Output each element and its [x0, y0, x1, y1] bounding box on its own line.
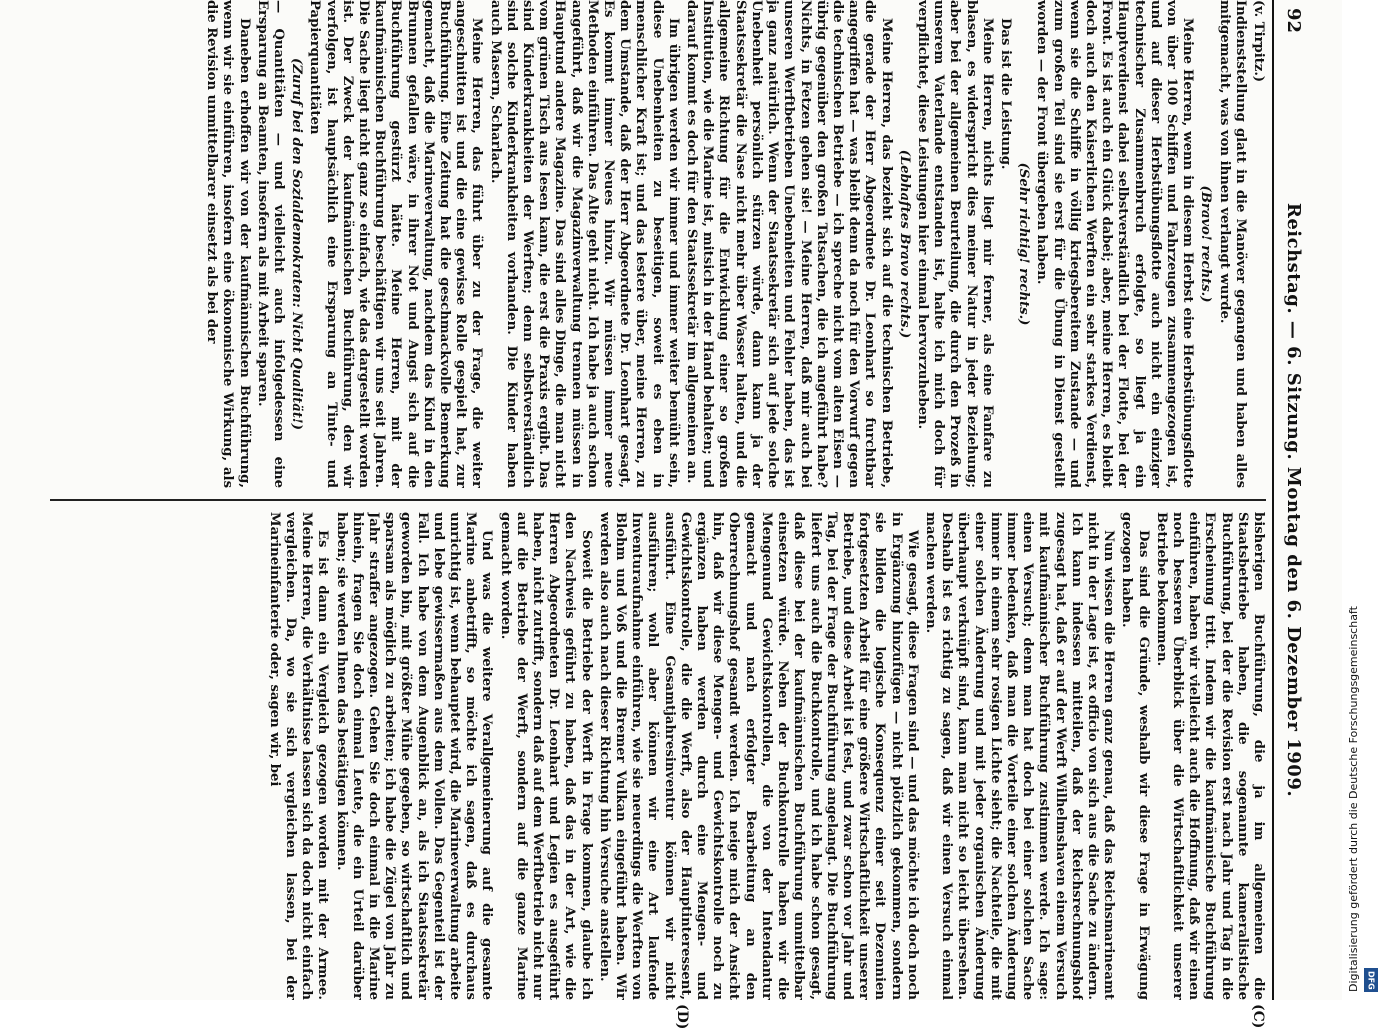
- header-rule: [1272, 0, 1274, 1000]
- paragraph: Im übrigen werden wir immer und immer weiter bemüht sein, diese Unebenheiten zu beseitigen, soweit es eben in menschlicher Kraft ist; und das lestere über, meine Herren, zu dem Umstande, daß der Herr Abgeordnete Dr. Leonhart gesagt, Es kommt immer Neues hinzu. Wir müssen immer neue Methoden einführen. Das Alte geht nicht. Ich habe ja auch schon angeführt, daß wir die Magazinverwaltung trennen müssen in Hauptund andere Magazine. Das sind alles Dinge, die man nicht vom grünen Tisch aus lesen kann, die erst die Praxis ergibt. Das sind Kinderkrankheiten der Werften; denn selbstverständlich sind solche Kinderkrankheiten vorhanden. Die Kinder haben auch Masern, Scharlach.: [487, 0, 681, 488]
- running-title: Reichstag. — 6. Sitzung. Montag den 6. Dezember 1909.: [1283, 202, 1304, 798]
- paragraph: (Zuruf bei den Sozialdemokraten: Nicht Qualität!): [289, 58, 305, 430]
- paragraph: Indienststellung glatt in die Manöver gegangen und haben alles mitgemacht, was von ihnen verlangt wurde.: [1216, 0, 1248, 488]
- paragraph: Wie gesagt, diese Fragen sind — und das möchte ich doch noch in Ergänzung hinzufügen — nicht plötzlich gekommen, sondern sie bilden die logische Konsequenz einer seit Dezennien fortgesetzten Arbeit für eine größere Wirtschaftlichkeit unserer Betriebe, und diese Arbeit ist fest, und zwar schon vor Jahr und Tag, bei der Frage der Buchführung angelangt. Die Buchführung liefert uns auch die Buchkontrolle, und ich habe schon gesagt, daß diese bei der kaufmännischen Buchführung unmittelbar einsetzen würde. Neben der Buchkontrolle haben wir die Mengenund Gewichtskontrollen, die von der Intendantur gemacht und nach erfolgter Bearbeitung an den Oberrechnungshof gesandt werden. Ich neige mich der Ansicht hin, daß wir diese Mengen- und Gewichtskontrolle noch zu ergänzen haben werden durch eine Mengen- und Gewichtskontrolle, die die Werft, also der Hauptinteressent, ausführt. Eine Gesamtjahresinventur können wir nicht ausführen; wohl aber können wir eine Art laufende Inventuraufnahme einführen, wie sie neuerdings die Werften von Blohm und Voß und die Bremer Vulkan eingeführt haben. Wir werden also auch nach dieser Richtung hin Versuche anstellen.: [596, 512, 920, 1000]
- paragraph: (Lebhaftes Bravo rechts.): [896, 149, 912, 339]
- paragraph: Das ist die Leistung.: [997, 18, 1013, 170]
- paragraph: (v. Tirpitz.): [1251, 0, 1266, 83]
- paragraph: — Quantitäten — und vielleicht auch infolgedessen eine Ersparung an Beamten, insofern als mit Arbeit sparen.: [254, 0, 287, 488]
- page-number: 92: [1283, 8, 1304, 34]
- page-header: [1270, 0, 1310, 1000]
- paragraph: Meine Herren, das führt über zu der Frage, die weiter angeschnitten ist und die eine gewisse Rolle gespielt hat, zur Buchführung. Eine Zeitung hat die geschmackvolle Bemerkung gemacht, daß die Marineverwaltung, nachdem das Kind in den Brunnen gefallen wäre, in ihrer Not und Angst sich auf die Buchführung gestürzt hätte. Meine Herren, mit der kaufmännischen Buchführung beschäftigen wir uns seit Jahren. Die Sache liegt nicht ganz so einfach, wie das dargestellt worden ist. Der Zweck der kaufmännischen Buchführung, den wir verfolgen, ist hauptsächlich eine Ersparung an Tinte- und Papierquantitäten: [307, 0, 485, 488]
- paragraph: Daneben erhoffen wir von der kaufmännischen Buchführung, wenn wir sie einführen, insofern eine ökonomische Wirkung, als die Revision unmittelbarer einsetzt als bei der: [204, 0, 252, 488]
- paragraph: (Bravo! rechts.): [1198, 185, 1214, 303]
- paragraph: Meine Herren, wenn in diesem Herbst eine Herbstübungsflotte von über 100 Schiffen und Fahrzeugen zusammengezogen ist, und auf dieser Herbstübungsflotte auch nicht ein einziger technischer Zusammenbruch erfolgte, so liegt ja ein Hauptverdienst dabei selbstverständlich bei der Flotte, bei der Front. Es ist auch ein Glück dabei; aber, meine Herren, es bleibt doch auch den Kaiserlichen Werften ein sehr starkes Verdienst, wenn sie die Schiffe in völlig kriegsbereitem Zustande — und zum großen Teil sind sie erst für die Übung in Dienst gestellt worden — der Front übergeben haben.: [1034, 0, 1196, 488]
- left-column: [46, 0, 1266, 488]
- right-column: [46, 512, 1266, 1000]
- dfg-logo: DFG: [1364, 968, 1378, 992]
- column-divider: [50, 499, 1266, 501]
- paragraph: Meine Herren, nichts liegt mir ferner, als eine Fanfare zu blasen, es widerspricht dies meiner Natur in jeder Beziehung; aber bei der allgemeinen Beurteilung, die durch den Prozeß in unserem Vaterlande entstanden ist, halte ich mich doch für verpflichtet, diese Leistungen hier einmal hervorzuheben.: [914, 0, 995, 488]
- paragraph: (Sehr richtig! rechts.): [1016, 162, 1032, 326]
- paragraph: Das sind die Gründe, weshalb wir diese Frage in Erwägung gezogen haben.: [1119, 512, 1151, 1000]
- paragraph: Und was die weitere Verallgemeinerung auf die gesamte Marine anbetrifft, so möchte ich sagen, daß es durchaus unrichtig ist, wenn behauptet wird, die Marineverwaltung arbeite und lebe gewissermaßen aus dem Vollen. Das Gegenteil ist der Fall. Ich habe von dem Augenblick an, als ich Staatssekretär geworden bin, mit größter Mühe gegeben, so wirtschaftlich und sparsam als möglich zu arbeiten; ich habe die Zügel von Jahr zu Jahr straffer angezogen. Gehen Sie doch einmal in die Marine hinein, fragen Sie doch einmal Leute, die ein Urteil darüber haben; sie werden Ihnen das bestätigen können.: [333, 512, 495, 1000]
- paragraph: bisherigen Buchführung, die ja im allgemeinen die Staatsbetriebe haben, die sogenannte kameralistische Buchführung, bei der die Revision erst nach Jahr und Tag in die Erscheinung tritt. Indem wir die kaufmännische Buchführung einführen, haben wir vielleicht auch die Hoffnung, daß wir einen noch besseren Überblick über die Wirtschaftlichkeit unserer Betriebe bekommen.: [1153, 512, 1266, 1000]
- paragraph: Meine Herren, das bezieht sich auf die technischen Betriebe, die gerade der Herr Abgeordnete Dr. Leonhart so furchtbar angegriffen hat — was bleibt denn da noch für den Vorwurf gegen die technischen Betriebe — ich spreche nicht vom alten Eisen — übrig gegenüber den großen Tatsachen, die ich angeführt habe? Nichts, in Fetzen gehen sie! — Meine Herren, daß mir auch bei unseren Werftbetrieben Unebenheiten und Fehler haben, das ist ja ganz natürlich. Wenn der Staatssekretär sich auf jede solche Unebenheit persönlich stürzen würde, dann kann ja der Staatssekretär die Nase nicht mehr über Wasser halten, und die allgemeine Richtung für die Entwicklung einer so großen Institution, wie die Marine ist, mitsich in der Hand behalten; und darauf kommt es doch für den Staatssekretär im allgemeinen an.: [684, 0, 894, 488]
- paragraph: Nun wissen die Herren ganz genau, daß das Reichsmarineamt nicht in der Lage ist, ex officio von sich aus die Sache zu ändern. Ich kann indessen mitteilen, daß der Reichsrechnungshof zugesagt hat, daß er auf der Werft Wilhelmshaven einem Versuch mit kaufmännischer Buchführung zustimmen werde. Ich sage: einen Versuch; denn man hat doch bei einer solchen Sache immer bedenken, daß man die Vorteile einer solchen Änderung immer in einem sehr rosigen Lichte sieht; die Nachteile, die mit einer solchen Änderung und mit jeder organischen Änderung überhaupt verknüpft sind, kann man nicht so leicht übersehen. Deshalb ist es richtig zu sagen, daß wir einen Versuch einmal machen werden.: [922, 512, 1117, 1000]
- paragraph: Soweit die Betriebe der Werft in Frage kommen, glaube ich den Nachweis geführt zu haben, daß das in der Art, wie die Herren Abgeordneten Dr. Leonhart und Legien es ausgeführt haben, nicht zutrifft, sondern daß auf dem Werftbetrieb nicht nur auf die Betriebe der Werft, sondern auf die ganze Marine gemacht worden.: [497, 512, 594, 1000]
- paragraph: Es ist dann ein Vergleich gezogen worden mit der Armee. Meine Herren, die Verhältnisse lassen sich da doch nicht einfach vergleichen. Da, wo sie sich vergleichen lassen, bei der Marineinfanterie oder, sagen wir, bei: [266, 512, 331, 1000]
- digitization-credit: Digitalisierung gefördert durch die Deutsche Forschungsgemeinschaft: [1347, 606, 1360, 992]
- margin-marker-c: (C): [1250, 1004, 1266, 1029]
- margin-marker-d: (D): [674, 1004, 690, 1029]
- rotated-page-content: [40, 0, 1310, 1029]
